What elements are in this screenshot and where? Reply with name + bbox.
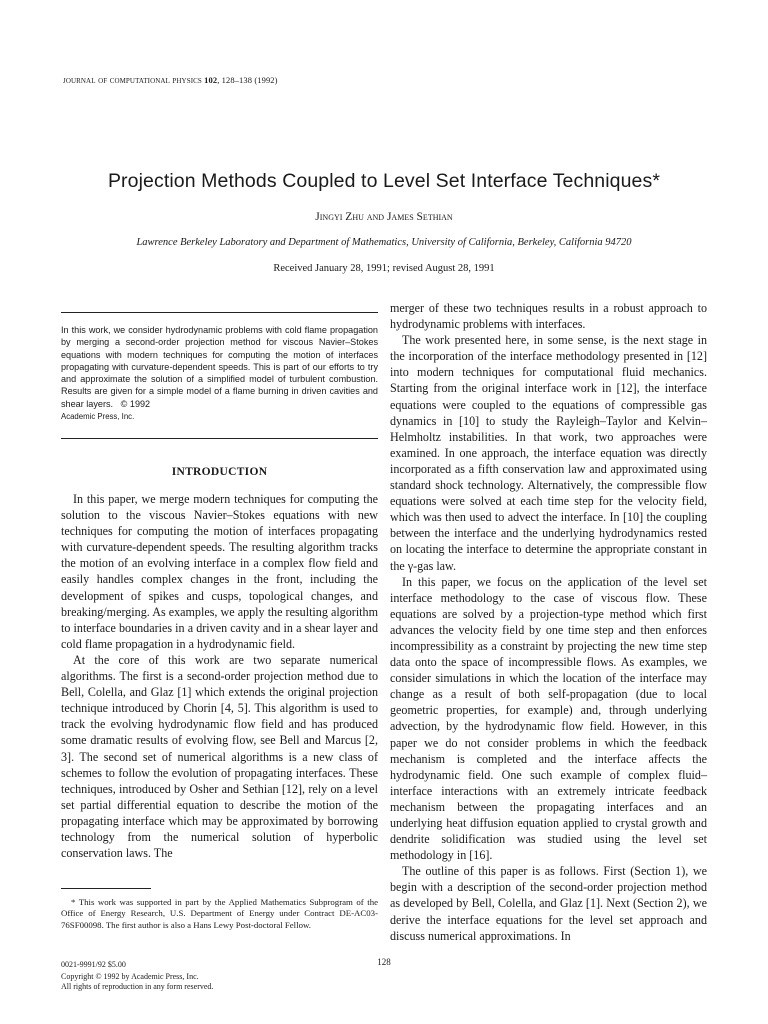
volume-number: 102 (204, 75, 218, 85)
rights-line: All rights of reproduction in any form reserved. (61, 982, 214, 991)
paragraph: The outline of this paper is as follows. First (Section 1), we begin with a description of the second-order projection method as developed by Bell, Colella, and Glaz [1]. Next (Section 2), we derive the interface equations for the level set approach and discuss numerical approximations. In (390, 864, 707, 943)
pages-year: , 128–138 (1992) (217, 75, 278, 85)
left-column (61, 491, 378, 861)
paragraph: The work presented here, in some sense, is the next stage in the incorporation of the interface methodology presented in [12] into modern techniques for computational fluid mechanics. Starting from the original interface work in [12], the interface equations were coupled to the equations of compressible gas dynamics in [10] to study the Rayleigh–Taylor and Kelvin–Helmholtz instabilities. In that work, two approaches were examined. In one approach, the interface equation was directly incorporated as a fifth conservation law and approximated using standard shock technology. Alternatively, the compressible flow equations were solved at each time step for the velocity field, which was then used to advect the interface. In [10] the coupling between the interface and the underlying hydrodynamics rested on locating the interface to determine the appropriate constant in the γ-gas law. (390, 333, 707, 573)
abstract-publisher: Academic Press, Inc. (61, 412, 135, 422)
paragraph: At the core of this work are two separate numerical algorithms. The first is a second-order projection method due to Bell, Colella, and Glaz [1] which extends the original projection technique introduced by Chorin [4, 5]. This algorithm is used to track the evolving hydrodynamic flow field and has produced some dramatic results of evolving flow, see Bell and Marcus [2, 3]. The second set of numerical algorithms is a new class of schemes to follow the evolution of propagating interfaces. These techniques, introduced by Osher and Sethian [12], rely on a level set partial differential equation to describe the motion of the propagating interface which may be approximated by borrowing technology from the numerical solution of hyperbolic conservation laws. The (61, 652, 378, 861)
abstract (61, 324, 378, 423)
footnote-text: * This work was supported in part by the Applied Mathematics Subprogram of the Office of Energy Research, U.S. Department of Energy under Contract DE-AC03-76SF00098. The first author is also a Hans Lewy Post-doctoral Fellow. (61, 897, 378, 930)
paragraph: In this paper, we merge modern techniques for computing the solution to the viscous Navier–Stokes equations with new techniques for computing the motion of interfaces propagating with curvature-dependent speeds. The resulting algorithm tracks the motion of an evolving interface in a complex flow field and easily handles complex changes in the front, including the development of spikes and cusps, topological changes, and breaking/merging. As examples, we apply the resulting algorithm to interface boundaries in a driven cavity and in a shear layer and cold flame propagation in a hydrodynamic field. (61, 492, 378, 651)
journal-header (63, 75, 278, 86)
abstract-copyright: © 1992 (120, 398, 151, 409)
page-number: 128 (377, 957, 391, 967)
right-column (390, 300, 707, 944)
section-heading: INTRODUCTION (171, 466, 268, 478)
footnote (61, 897, 378, 931)
paragraph: In this paper, we focus on the application of the level set interface methodology to the case of viscous flow. These equations are solved by a projection-type method which first advances the velocity field by one time step and then enforces incompressibility as a constraint by projecting the new time step data onto the space of incompressible flows. As examples, we consider simulations in which the location of the interface may change as a result of both self-propagation (due to local geometric properties, for example) and, through underlying advection, by the hydrodynamic flow field. However, in this paper we do not consider problems in which the feedback mechanism is completed and the interface affects the hydrodynamic field. One such example of complex fluid–interface interactions with an extremely intricate feedback mechanism between the propagating interfaces and an underlying heat diffusion equation applied to crystal growth and dendrite solidification was studied using the level set methodology in [16]. (390, 574, 707, 863)
paper-title: Projection Methods Coupled to Level Set Interface Techniques* (107, 170, 661, 192)
affiliation: Lawrence Berkeley Laboratory and Department of Mathematics, University of California, Berkeley, California 94720 (136, 237, 632, 248)
abstract-text: In this work, we consider hydrodynamic problems with cold flame propagation by merging a second-order projection method for viscous Navier–Stokes equations with modern techniques for computing the motion of interfaces propagating with curvature-dependent speeds. This is part of our efforts to try and approximate the solution of a simplified model of turbulent combustion. Results are given for a simple model of a flame burning in driven cavities and shear layers. (61, 325, 378, 409)
issn-price: 0021-9991/92 $5.00 (61, 960, 126, 969)
journal-name: journal of computational physics (63, 76, 202, 86)
abstract-bottom-rule (61, 438, 378, 439)
authors: Jingyi Zhu and James Sethian (315, 211, 453, 223)
abstract-top-rule (61, 312, 378, 313)
received-dates: Received January 28, 1991; revised August 28, 1991 (273, 263, 495, 274)
paragraph: merger of these two techniques results in a robust approach to hydrodynamic problems with interfaces. (390, 301, 707, 332)
copyright-line: Copyright © 1992 by Academic Press, Inc. (61, 972, 199, 981)
footnote-rule (61, 888, 151, 889)
